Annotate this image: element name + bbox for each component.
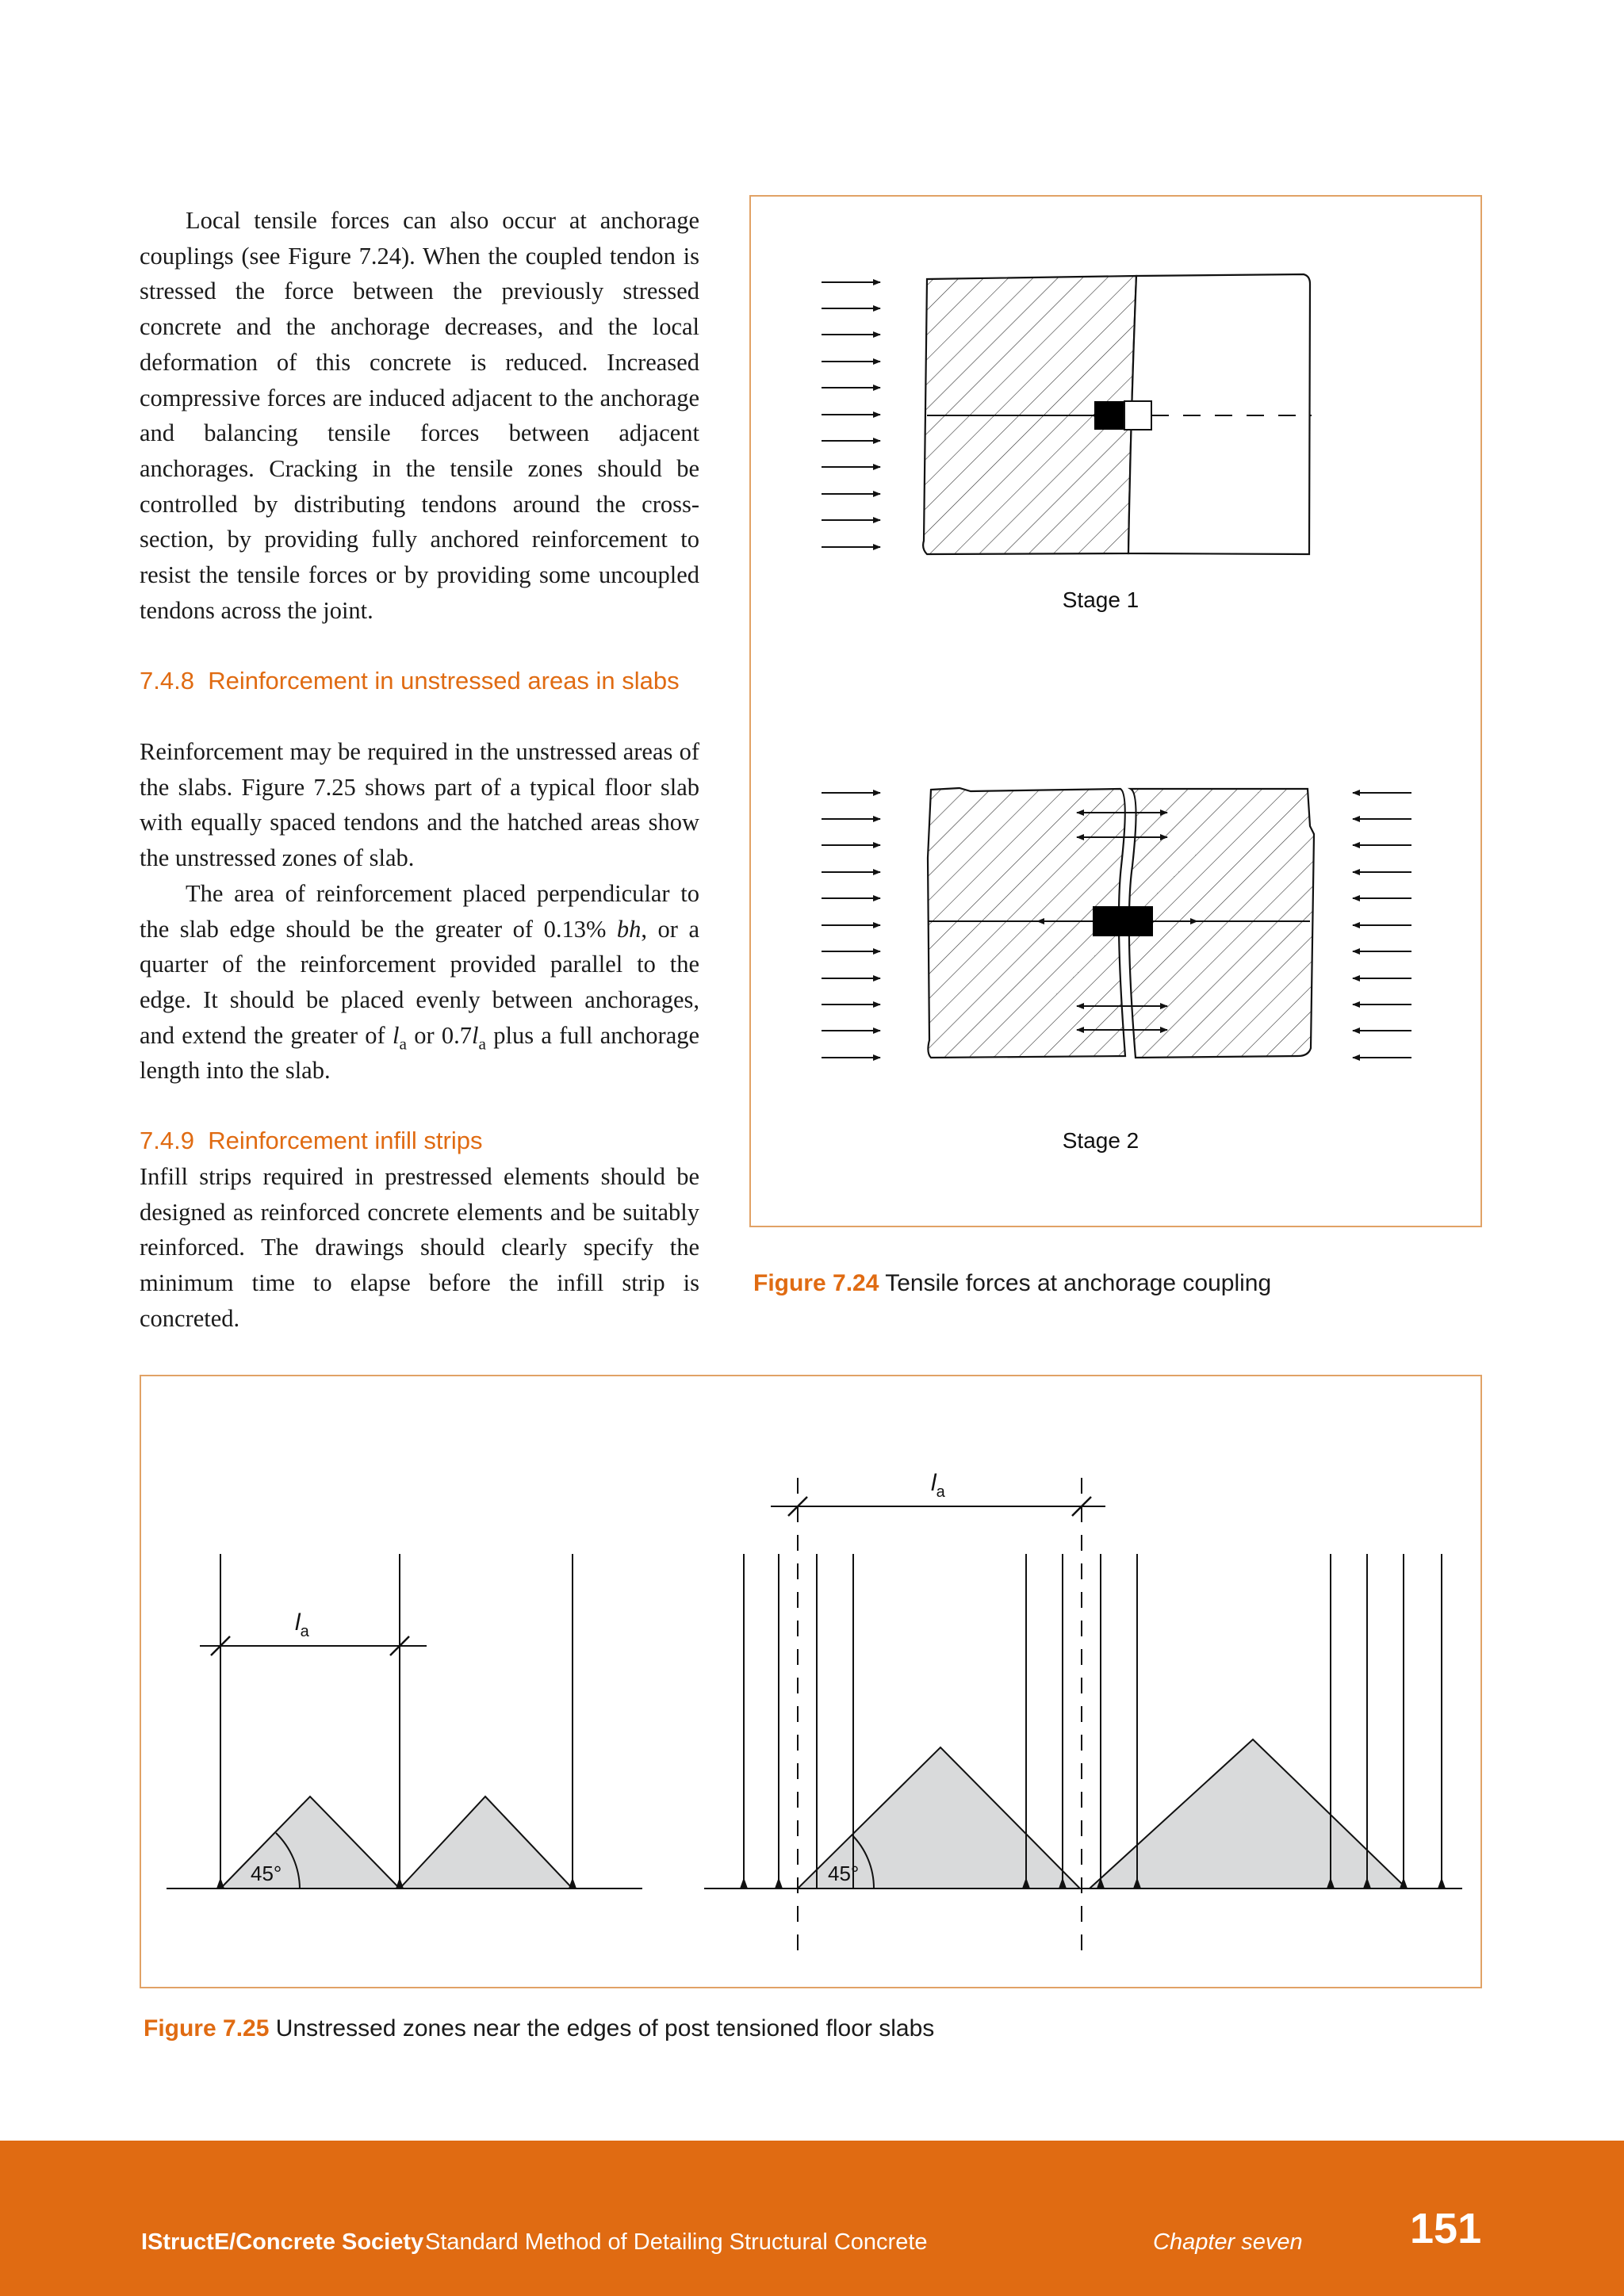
- paragraph-unstressed-areas: Reinforcement may be required in the unstressed areas of the slabs. Figure 7.25 shows part of a typical floor slab with equally spaced tendons and the hatched areas show the unstressed zones of slab.: [140, 738, 699, 872]
- stage-1-label: Stage 1: [1062, 587, 1139, 612]
- left-unstressed-zone-2: [400, 1797, 573, 1888]
- footer-book-title: Standard Method of Detailing Structural Concrete: [425, 2229, 928, 2255]
- figure-7-25-frame: [140, 1375, 1482, 1988]
- section-number: 7.4.8: [140, 667, 194, 695]
- page-footer: [0, 2141, 1624, 2296]
- stage-2-label: Stage 2: [1062, 1128, 1139, 1153]
- paragraph-infill-strips: Infill strips required in prestressed elements should be designed as reinforced concrete elements and be suitably reinforced. The drawings should clearly specify the minimum time to elapse before the infill strip is concreted.: [140, 1163, 699, 1332]
- body-paragraph-1: [140, 203, 699, 628]
- page-number: 151: [1410, 2205, 1482, 2252]
- right-slab-diagram: [704, 1478, 1462, 1961]
- stage-2-right-concrete: [1129, 789, 1314, 1058]
- paragraph-reinforcement-area: The area of reinforcement placed perpendicular to the slab edge should be the greater of 0.13% bh, or a quarter of the reinforcement provided parallel to the edge. It should be placed evenly between anchorages, and extend the greater of $l_a$ or $0.7l_a$ plus a full anchorage length into the slab.: [140, 879, 700, 1085]
- section-7-4-8-body: [140, 734, 699, 1089]
- left-dimension-label: $l_a$: [295, 1609, 309, 1640]
- caption-text: Tensile forces at anchorage coupling: [885, 1270, 1272, 1296]
- right-angle-label: 45°: [828, 1862, 860, 1885]
- left-slab-diagram: [167, 1554, 642, 1888]
- footer-chapter: Chapter seven: [1153, 2229, 1303, 2255]
- stage-1-force-arrows: [822, 282, 880, 547]
- section-title: Reinforcement infill strips: [208, 1127, 483, 1154]
- stage-2-diagram: [822, 788, 1411, 1058]
- stage-1-diagram: [822, 274, 1312, 554]
- right-dimension-label: $l_a$: [931, 1470, 945, 1501]
- section-7-4-9-body: [140, 1159, 699, 1337]
- footer-publisher: IStructE/Concrete Society: [141, 2229, 424, 2255]
- stage-1-coupler: [1124, 401, 1151, 430]
- section-title: Reinforcement in unstressed areas in slabs: [208, 667, 680, 695]
- paragraph-anchorage-couplings: Local tensile forces can also occur at anchorage couplings (see Figure 7.24). When the coupled tendon is stressed the force between the previously stressed concrete and the anchorage decreases, and the local deformation of this concrete is reduced. Increased compressive forces are induced adjacent to the anchorage and balancing tensile forces between adjacent anchorages. Cracking in the tensile zones should be controlled by distributing tendons around the cross-section, by providing fully anchored reinforcement to resist the tensile forces or by providing some uncoupled tendons across the joint.: [140, 207, 699, 624]
- figure-7-25-caption: [144, 2012, 1254, 2045]
- caption-number: Figure 7.25: [144, 2015, 270, 2042]
- section-heading-7-4-9: [140, 1123, 699, 1158]
- left-unstressed-zone-1: [220, 1797, 400, 1888]
- section-number: 7.4.9: [140, 1127, 194, 1154]
- stage-2-anchorage-block: [1093, 906, 1153, 936]
- stage-2-right-force-arrows: [1353, 793, 1411, 1058]
- caption-number: Figure 7.24: [753, 1270, 879, 1296]
- stage-2-left-force-arrows: [822, 793, 880, 1058]
- caption-text: Unstressed zones near the edges of post tensioned floor slabs: [275, 2015, 935, 2042]
- stage-1-unstressed-concrete: [1128, 274, 1310, 554]
- section-heading-7-4-8: [140, 663, 699, 698]
- stage-1-anchorage-block: [1094, 401, 1124, 430]
- left-angle-label: 45°: [251, 1862, 282, 1885]
- figure-7-24-drawing: [751, 197, 1480, 1226]
- figure-7-25-drawing: [141, 1376, 1480, 1987]
- figure-7-24-caption: [753, 1267, 1277, 1300]
- figure-7-24-frame: [749, 195, 1482, 1227]
